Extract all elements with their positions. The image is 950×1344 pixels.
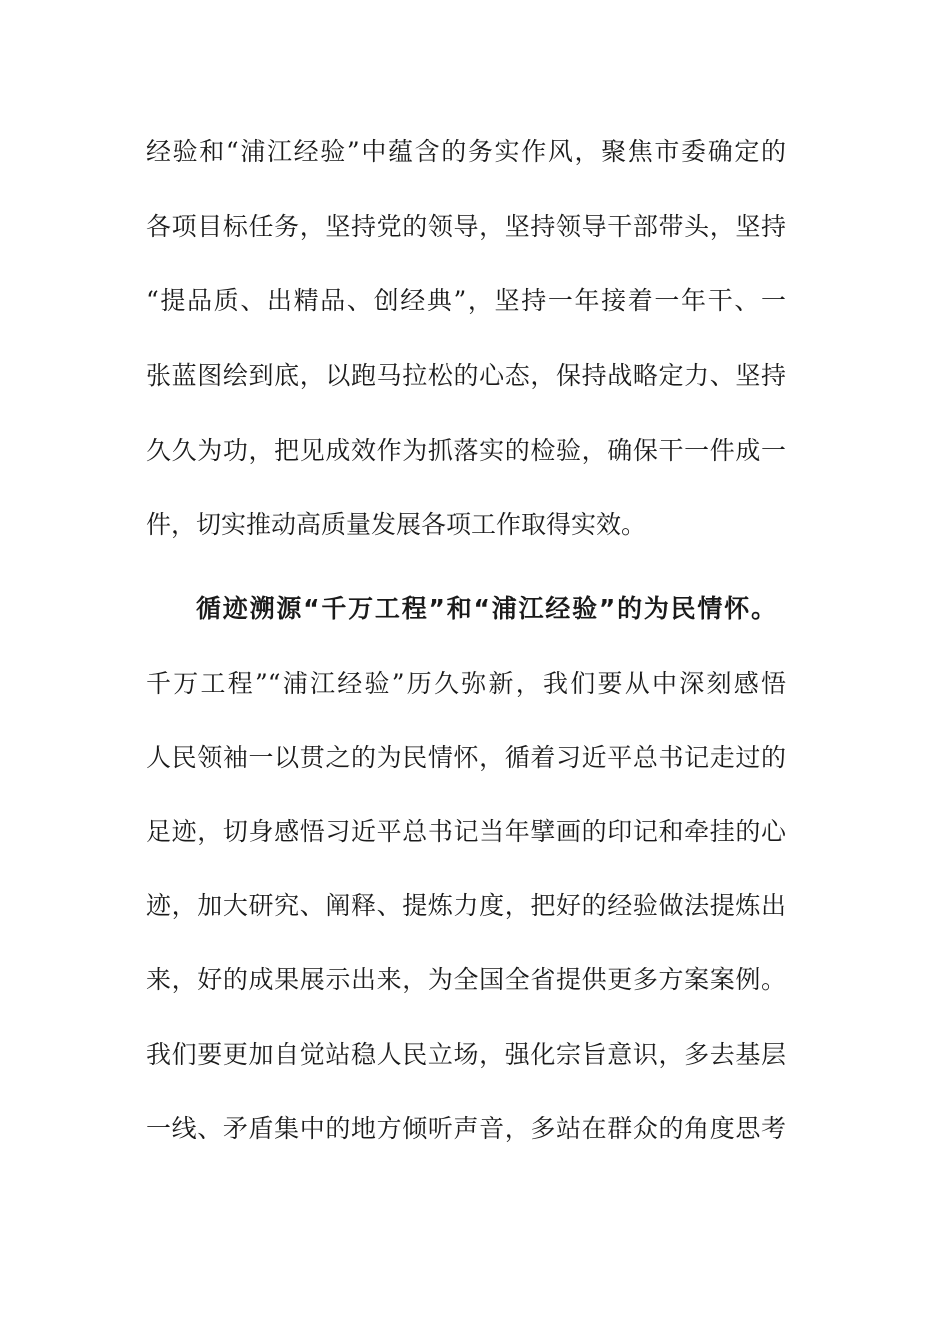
paragraph2-line-4: 迹，加大研究、阐释、提炼力度，把好的经验做法提炼出 <box>146 891 786 920</box>
section-heading: 循迹溯源“千万工程”和“浦江经验”的为民情怀。 <box>196 594 776 623</box>
paragraph2-line-1: 千万工程”“浦江经验”历久弥新，我们要从中深刻感悟 <box>146 669 786 698</box>
paragraph1-line-6: 件，切实推动高质量发展各项工作取得实效。 <box>146 510 647 539</box>
paragraph1-line-4: 张蓝图绘到底，以跑马拉松的心态，保持战略定力、坚持 <box>146 361 786 390</box>
paragraph2-line-7: 一线、矛盾集中的地方倾听声音，多站在群众的角度思考 <box>146 1114 786 1143</box>
paragraph1-line-5: 久久为功，把见成效作为抓落实的检验，确保干一件成一 <box>146 436 786 465</box>
paragraph2-line-2: 人民领袖一以贯之的为民情怀，循着习近平总书记走过的 <box>146 743 786 772</box>
paragraph1-line-1: 经验和“浦江经验”中蕴含的务实作风，聚焦市委确定的 <box>146 137 786 166</box>
paragraph1-line-3: “提品质、出精品、创经典”，坚持一年接着一年干、一 <box>146 286 786 315</box>
paragraph1-line-2: 各项目标任务，坚持党的领导，坚持领导干部带头，坚持 <box>146 212 786 241</box>
paragraph2-line-5: 来，好的成果展示出来，为全国全省提供更多方案案例。 <box>146 965 786 994</box>
paragraph2-line-6: 我们要更加自觉站稳人民立场，强化宗旨意识，多去基层 <box>146 1040 786 1069</box>
paragraph2-line-3: 足迹，切身感悟习近平总书记当年擘画的印记和牵挂的心 <box>146 817 786 846</box>
